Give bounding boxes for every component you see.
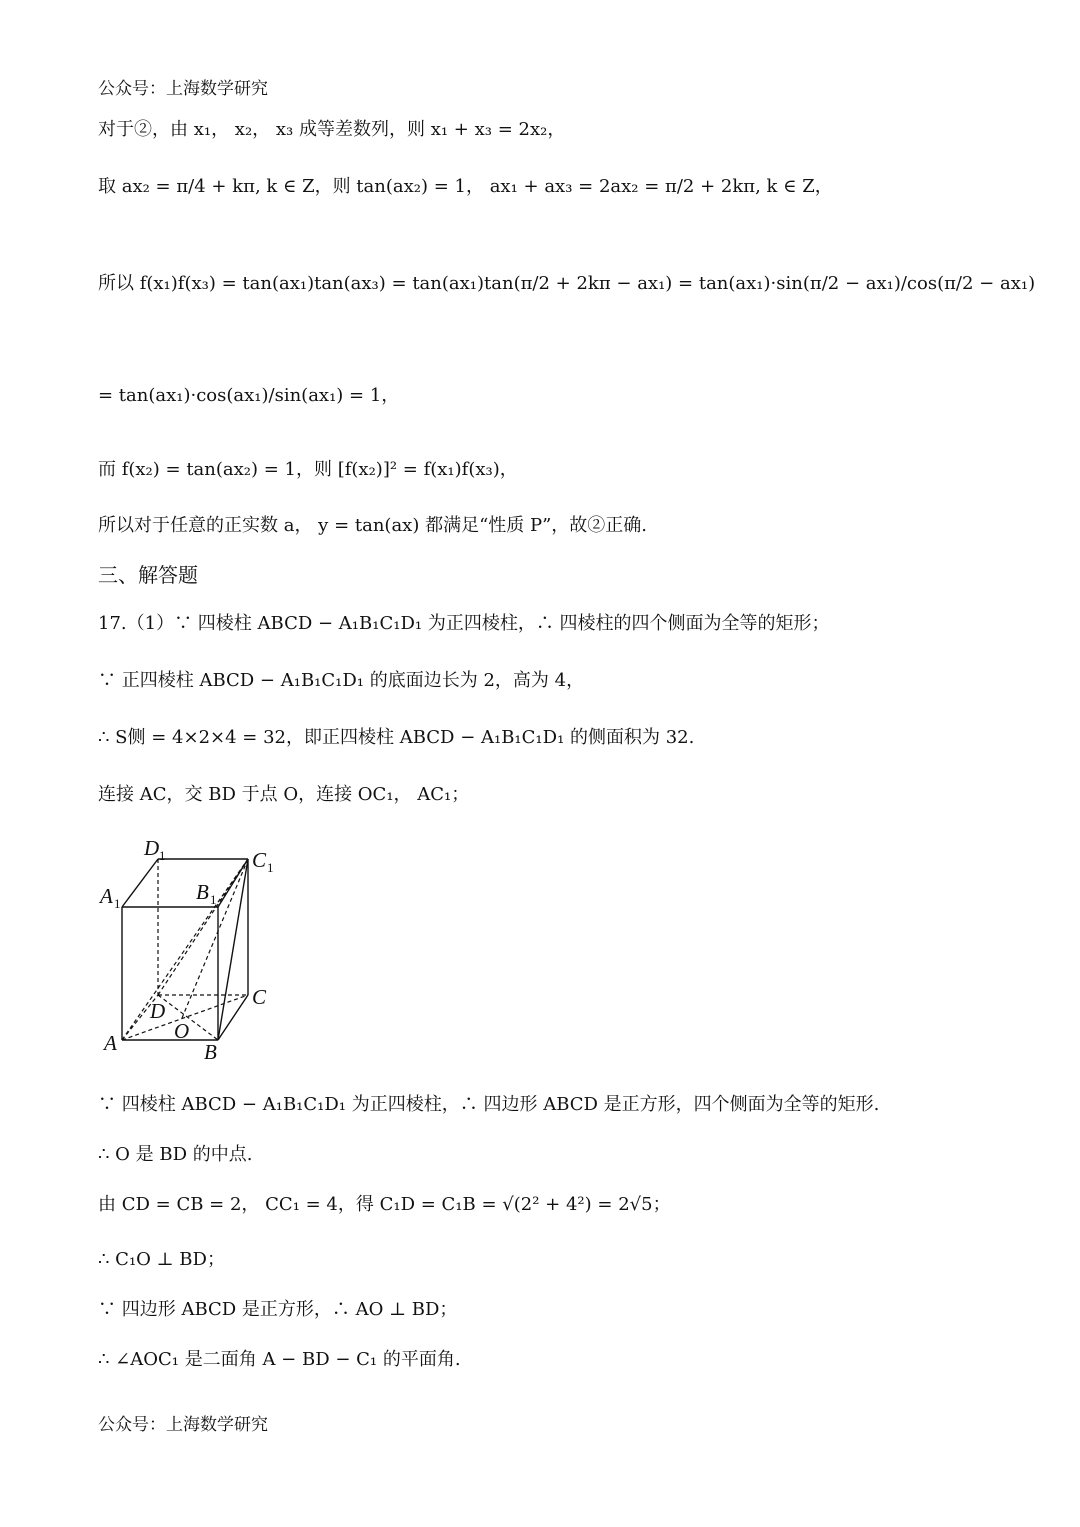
text-line: 由 CD = CB = 2， CC₁ = 4，得 C₁D = C₁B = √(2² + 4²) = 2√5； <box>98 1194 671 1215</box>
text-line: 取 ax₂ = π/4 + kπ, k ∈ Z，则 tan(ax₂) = 1， ax₁ + ax₃ = 2ax₂ = π/2 + 2kπ, k ∈ Z， <box>98 176 833 197</box>
text-line: 连接 AC，交 BD 于点 O，连接 OC₁， AC₁； <box>98 784 470 805</box>
text-line: 对于②，由 x₁， x₂， x₃ 成等差数列，则 x₁ + x₃ = 2x₂， <box>98 119 566 140</box>
vertex-label-C: C <box>252 985 267 1009</box>
text-line: 17.（1）∵ 四棱柱 ABCD − A₁B₁C₁D₁ 为正四棱柱，∴ 四棱柱的四个侧面为全等的矩形； <box>98 613 830 634</box>
text-line: ∵ 正四棱柱 ABCD − A₁B₁C₁D₁ 的底面边长为 2，高为 4， <box>98 670 585 691</box>
text-line: 所以对于任意的正实数 a， y = tan(ax) 都满足“性质 P”，故②正确. <box>98 515 648 536</box>
text-line: ∴ O 是 BD 的中点. <box>98 1144 253 1165</box>
page-footer: 公众号：上海数学研究 <box>98 1415 268 1435</box>
subscript-label: 1 <box>210 892 217 907</box>
vertex-label-A1: A <box>100 884 113 908</box>
text-line: ∵ 四边形 ABCD 是正方形，∴ AO ⊥ BD； <box>98 1299 458 1320</box>
section-heading: 三、解答题 <box>98 563 198 587</box>
prism-figure <box>96 830 296 1070</box>
vertex-label-D1: D <box>144 836 160 860</box>
vertex-label-B1: B <box>196 880 209 904</box>
vertex-label-A: A <box>104 1031 117 1055</box>
text-line: ∴ S侧 = 4×2×4 = 32，即正四棱柱 ABCD − A₁B₁C₁D₁ 的侧面积为 32. <box>98 727 695 748</box>
text-line: 所以 f(x₁)f(x₃) = tan(ax₁)tan(ax₃) = tan(ax₁)tan(π/2 + 2kπ − ax₁) = tan(ax₁)·sin(π/2 − ax₁)/cos(π/2 − ax₁) <box>98 273 1036 294</box>
text-line: = tan(ax₁)·cos(ax₁)/sin(ax₁) = 1， <box>98 385 400 406</box>
subscript-label: 1 <box>159 848 166 863</box>
text-line: ∴ C₁O ⊥ BD； <box>98 1249 225 1270</box>
vertex-label-D: D <box>150 999 166 1023</box>
text-line: ∴ ∠AOC₁ 是二面角 A − BD − C₁ 的平面角. <box>98 1349 461 1370</box>
page-header: 公众号：上海数学研究 <box>98 79 268 99</box>
text-line: 而 f(x₂) = tan(ax₂) = 1，则 [f(x₂)]² = f(x₁)f(x₃)， <box>98 459 518 480</box>
vertex-label-B: B <box>204 1040 217 1064</box>
point-label-O: O <box>174 1019 190 1043</box>
text-line: ∵ 四棱柱 ABCD − A₁B₁C₁D₁ 为正四棱柱，∴ 四边形 ABCD 是正方形，四个侧面为全等的矩形. <box>98 1094 880 1115</box>
subscript-label: 1 <box>114 896 121 911</box>
vertex-label-C1: C <box>252 848 267 872</box>
subscript-label: 1 <box>267 860 274 875</box>
